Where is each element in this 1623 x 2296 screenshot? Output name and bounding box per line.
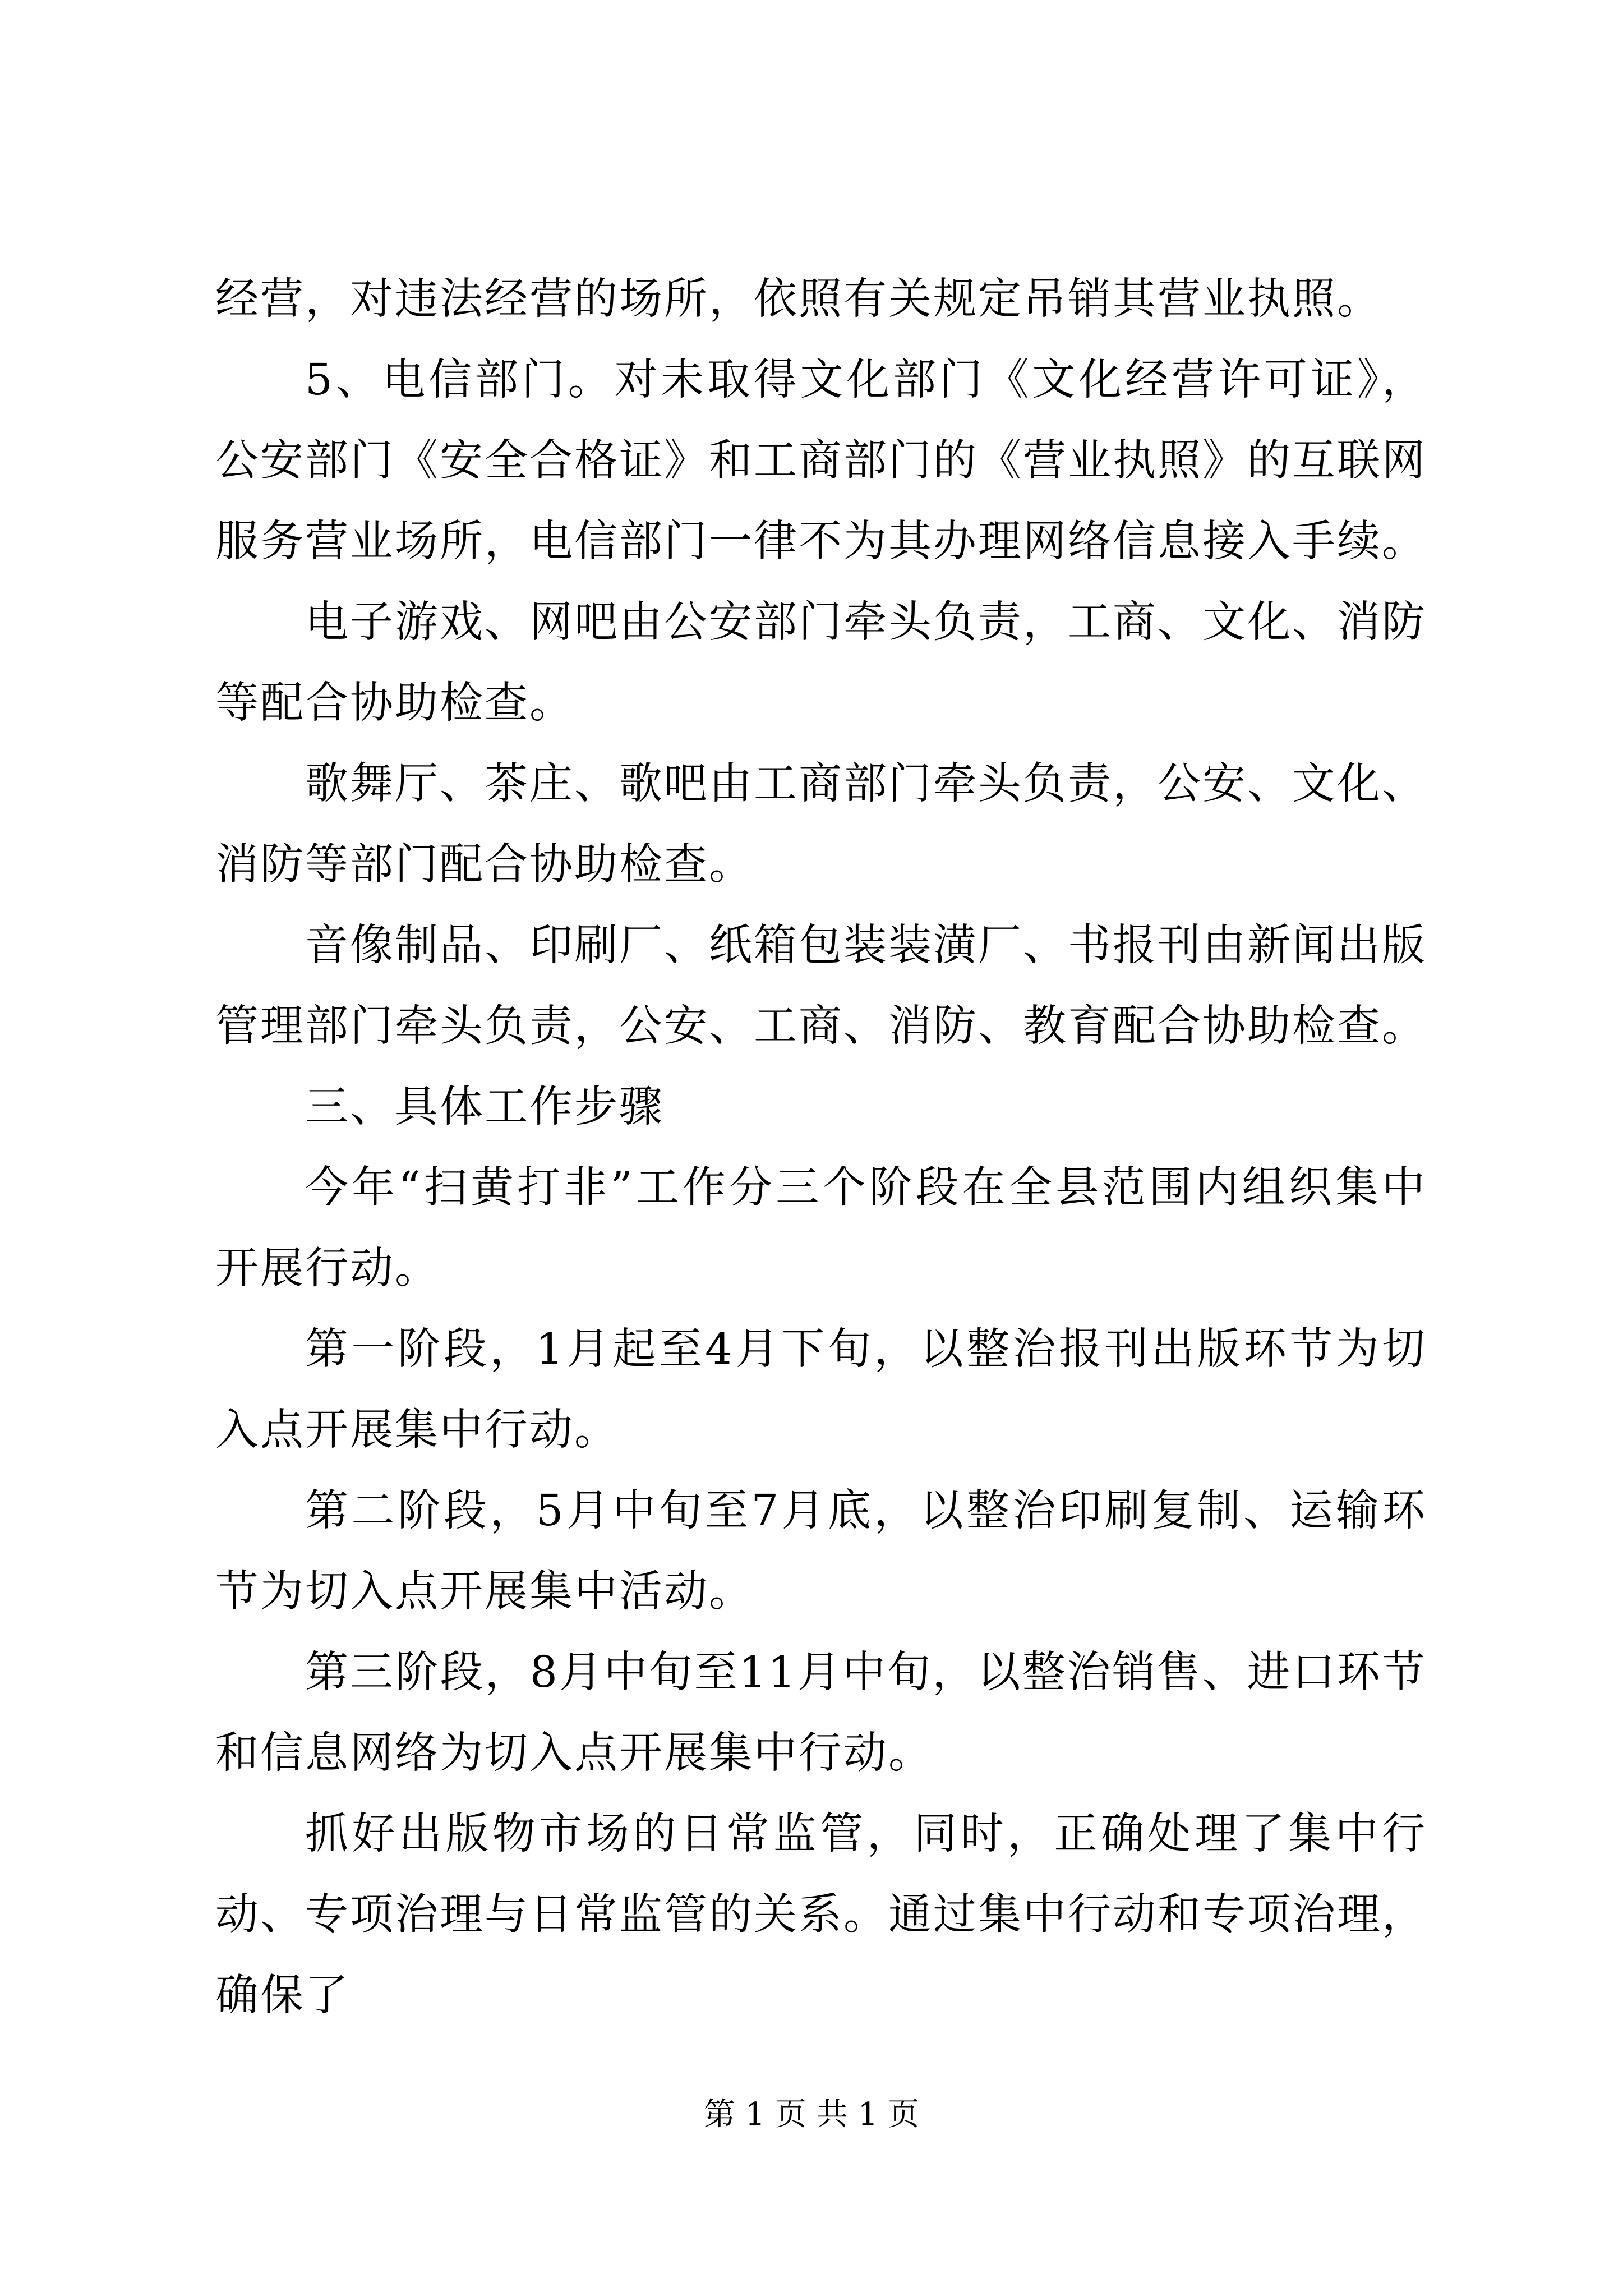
paragraph-4: 歌舞厅、茶庄、歌吧由工商部门牵头负责，公安、文化、消防等部门配合协助检查。 <box>215 759 1427 890</box>
paragraph-1: 经营，对违法经营的场所，依照有关规定吊销其营业执照。 <box>215 274 1382 324</box>
page-footer <box>0 2092 1623 2137</box>
page-number-label: 第 1 页 共 1 页 <box>703 2096 920 2133</box>
paragraph-3: 电子游戏、网吧由公安部门牵头负责，工商、文化、消防等配合协助检查。 <box>215 597 1427 728</box>
paragraph-5: 音像制品、印刷厂、纸箱包装装潢厂、书报刊由新闻出版管理部门牵头负责，公安、工商、消防、教育配合协助检查。 <box>215 921 1427 1051</box>
paragraph-8: 第一阶段，1月起至4月下旬，以整治报刊出版环节为切入点开展集中行动。 <box>215 1324 1427 1455</box>
paragraph-11: 抓好出版物市场的日常监管，同时，正确处理了集中行动、专项治理与日常监管的关系。通过集中行动和专项治理，确保了 <box>215 1809 1427 2021</box>
paragraph-9: 第二阶段，5月中旬至7月底，以整治印刷复制、运输环节为切入点开展集中活动。 <box>215 1486 1427 1617</box>
section-heading: 三、具体工作步骤 <box>305 1082 664 1132</box>
paragraph-7: 今年“扫黄打非”工作分三个阶段在全县范围内组织集中开展行动。 <box>215 1163 1427 1294</box>
paragraph-10: 第三阶段，8月中旬至11月中旬，以整治销售、进口环节和信息网络为切入点开展集中行动。 <box>215 1648 1427 1778</box>
paragraph-2: 5、电信部门。对未取得文化部门《文化经营许可证》，公安部门《安全合格证》和工商部门的《营业执照》的互联网服务营业场所，电信部门一律不为其办理网络信息接入手续。 <box>215 355 1427 567</box>
document-body <box>215 259 1427 2036</box>
